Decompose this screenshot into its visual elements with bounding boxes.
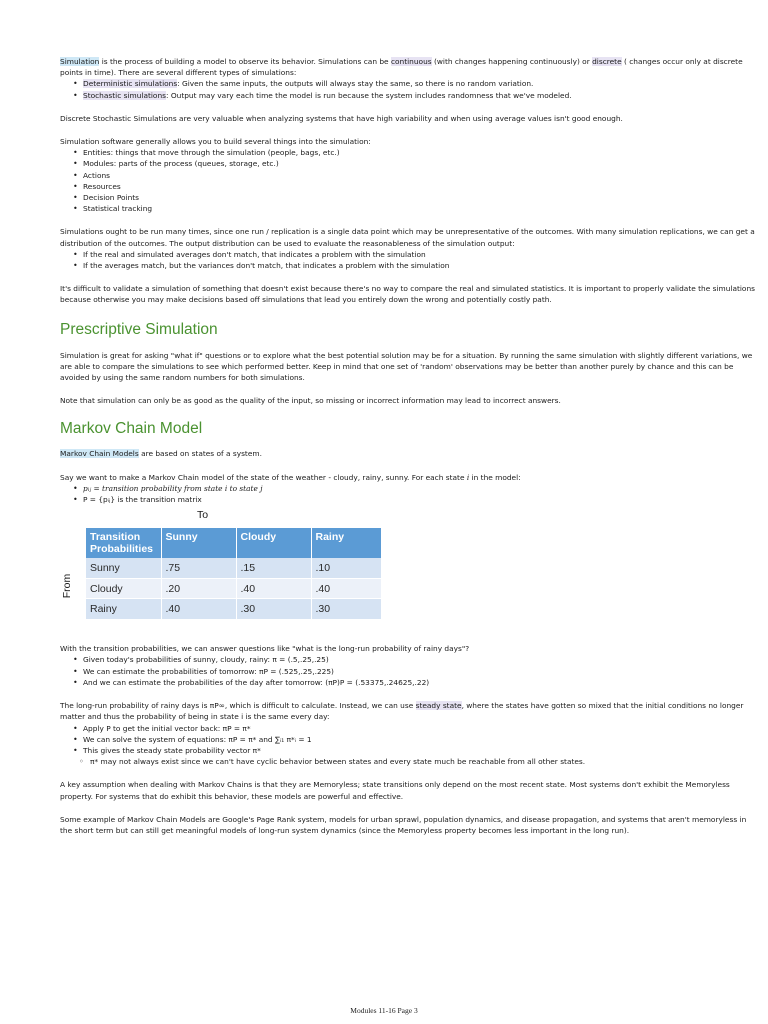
to-label: To <box>197 509 209 522</box>
table-header-row <box>86 528 381 558</box>
table-cell: .15 <box>236 558 311 578</box>
table-header-cell: Cloudy <box>236 528 311 558</box>
term-continuous: continuous <box>390 57 432 66</box>
replications-list <box>60 249 760 271</box>
list-item: • Given today's probabilities of sunny, cloudy, rainy: π = (.5,.25,.25) <box>83 654 760 665</box>
steady-state-sublist <box>60 756 760 767</box>
list-item: • Stochastic simulations: Output may vary each time the model is run because the system includes randomness that we've modeled. <box>83 90 760 101</box>
assumption-paragraph: A key assumption when dealing with Markov Chains is that they are Memoryless; state transitions only depend on the most recent state. Most systems don't exhibit the Memoryless property. For systems that do exhibit this behavior, these models are powerful and effective. <box>60 780 730 801</box>
table-cell: Sunny <box>86 558 161 578</box>
weather-paragraph: Say we want to make a Markov Chain model of the state of the weather - cloudy, rainy, sunny. For each state i in the model: <box>60 472 521 482</box>
term-simulation: Simulation <box>60 57 100 66</box>
definitions-list <box>60 483 760 505</box>
markov-heading: Markov Chain Model <box>60 420 203 438</box>
list-item: • Statistical tracking <box>83 203 760 214</box>
table-cell: Rainy <box>86 599 161 620</box>
table-cell: .40 <box>311 578 381 599</box>
intro-paragraph: Simulation is the process of building a model to observe its behavior. Simulations can be continuous (with changes happening continuously) or discrete ( changes occur only at discrete points in time). There are several different types of simulations: <box>60 57 743 78</box>
transition-table-block <box>60 509 760 639</box>
table-cell: .30 <box>311 599 381 620</box>
table-row <box>86 578 381 599</box>
list-item: • If the real and simulated averages don't match, that indicates a problem with the simulation <box>83 249 760 260</box>
table-cell: .40 <box>236 578 311 599</box>
transition-table <box>86 528 382 620</box>
list-item: • We can solve the system of equations: πP = π* and ∑ᵢ₁ π*ᵢ = 1 <box>83 734 760 745</box>
list-item: • We can estimate the probabilities of tomorrow: πP = (.525,.25,.225) <box>83 666 760 677</box>
list-item: • Resources <box>83 181 760 192</box>
markov-intro: Markov Chain Models are based on states of a system. <box>60 449 262 459</box>
list-item: ◦ π* may not always exist since we can't have cyclic behavior between states and every state much be reachable from all other states. <box>90 756 760 767</box>
examples-paragraph: Some example of Markov Chain Models are Google's Page Rank system, models for urban sprawl, population dynamics, and disease propagation, and systems that aren't memoryless in the short term but can still get meaningful models of long-run system dynamics (since the Memoryless property becomes less important in the long run). <box>60 814 747 835</box>
table-header-cell: Sunny <box>161 528 236 558</box>
simulation-types-list <box>60 78 760 100</box>
longrun-paragraph: The long-run probability of rainy days is πP∞, which is difficult to calculate. Instead, we can use steady state, where the states have gotten so mixed that the initial conditions no longer matter and thus the probability of being in state i is the same every day: <box>60 701 744 722</box>
list-item: • If the averages match, but the variances don't match, that indicates a problem with the simulation <box>83 260 760 271</box>
list-item: • Actions <box>83 170 760 181</box>
software-list <box>60 147 760 214</box>
table-cell: .75 <box>161 558 236 578</box>
table-header-cell: Transition Probabilities <box>86 528 161 558</box>
list-item: • And we can estimate the probabilities of the day after tomorrow: (πP)P = (.53375,.24625,.22) <box>83 677 760 688</box>
list-item: • Modules: parts of the process (queues, storage, etc.) <box>83 158 760 169</box>
software-paragraph: Simulation software generally allows you to build several things into the simulation: <box>60 137 371 147</box>
term-steady-state: steady state <box>415 701 462 711</box>
page-content <box>60 56 760 836</box>
term-markov: Markov Chain Models <box>60 449 139 459</box>
table-cell: .20 <box>161 578 236 599</box>
estimates-list <box>60 654 760 688</box>
from-label: From <box>61 574 73 599</box>
dss-paragraph: Discrete Stochastic Simulations are very valuable when analyzing systems that have high variability and when using average values isn't good enough. <box>60 113 623 123</box>
table-cell: Cloudy <box>86 578 161 599</box>
table-row <box>86 599 381 620</box>
page-footer: Modules 11-16 Page 3 <box>350 1006 418 1015</box>
steady-state-list <box>60 723 760 757</box>
term-discrete: discrete <box>592 57 622 66</box>
prescriptive-note: Note that simulation can only be as good as the quality of the input, so missing or incorrect information may lead to incorrect answers. <box>60 396 561 406</box>
with-transition-paragraph: With the transition probabilities, we can answer questions like "what is the long-run probability of rainy days"? <box>60 644 470 654</box>
list-item: • pᵢⱼ = transition probability from state i to state j <box>83 483 760 494</box>
replications-paragraph: Simulations ought to be run many times, since one run / replication is a single data point which may be unrepresentative of the outcomes. With many simulation replications, we can get a distribution of the outcomes. The output distribution can be used to evaluate the reasonableness of the simulation output: <box>60 227 755 248</box>
prescriptive-paragraph: Simulation is great for asking "what if" questions or to explore what the best potential solution may be for a situation. By running the same simulation with slightly different variations, we are able to compare the simulations to see which performed better. Keep in mind that one set of 'random' observations may be better than another purely by chance and this can be avoided by using the same random numbers for both simulations. <box>60 350 753 383</box>
table-cell: .10 <box>311 558 381 578</box>
list-item: • Decision Points <box>83 192 760 203</box>
table-header-cell: Rainy <box>311 528 381 558</box>
prescriptive-heading: Prescriptive Simulation <box>60 320 218 338</box>
table-row <box>86 558 381 578</box>
list-item: • This gives the steady state probability vector π* <box>83 745 760 756</box>
table-cell: .30 <box>236 599 311 620</box>
table-cell: .40 <box>161 599 236 620</box>
list-item: • Entities: things that move through the simulation (people, bags, etc.) <box>83 147 760 158</box>
validate-paragraph: It's difficult to validate a simulation of something that doesn't exist because there's no way to compare the real and simulated statistics. It is important to properly validate the simulations because otherwise you may make decisions based off simulations that lead you entirely down the wrong and potentially costly path. <box>60 284 755 305</box>
list-item: • Deterministic simulations: Given the same inputs, the outputs will always stay the same, so there is no random variation. <box>83 78 760 89</box>
list-item: • Apply P to get the initial vector back: πP = π* <box>83 723 760 734</box>
list-item: • P = {pᵢⱼ} is the transition matrix <box>83 494 760 505</box>
